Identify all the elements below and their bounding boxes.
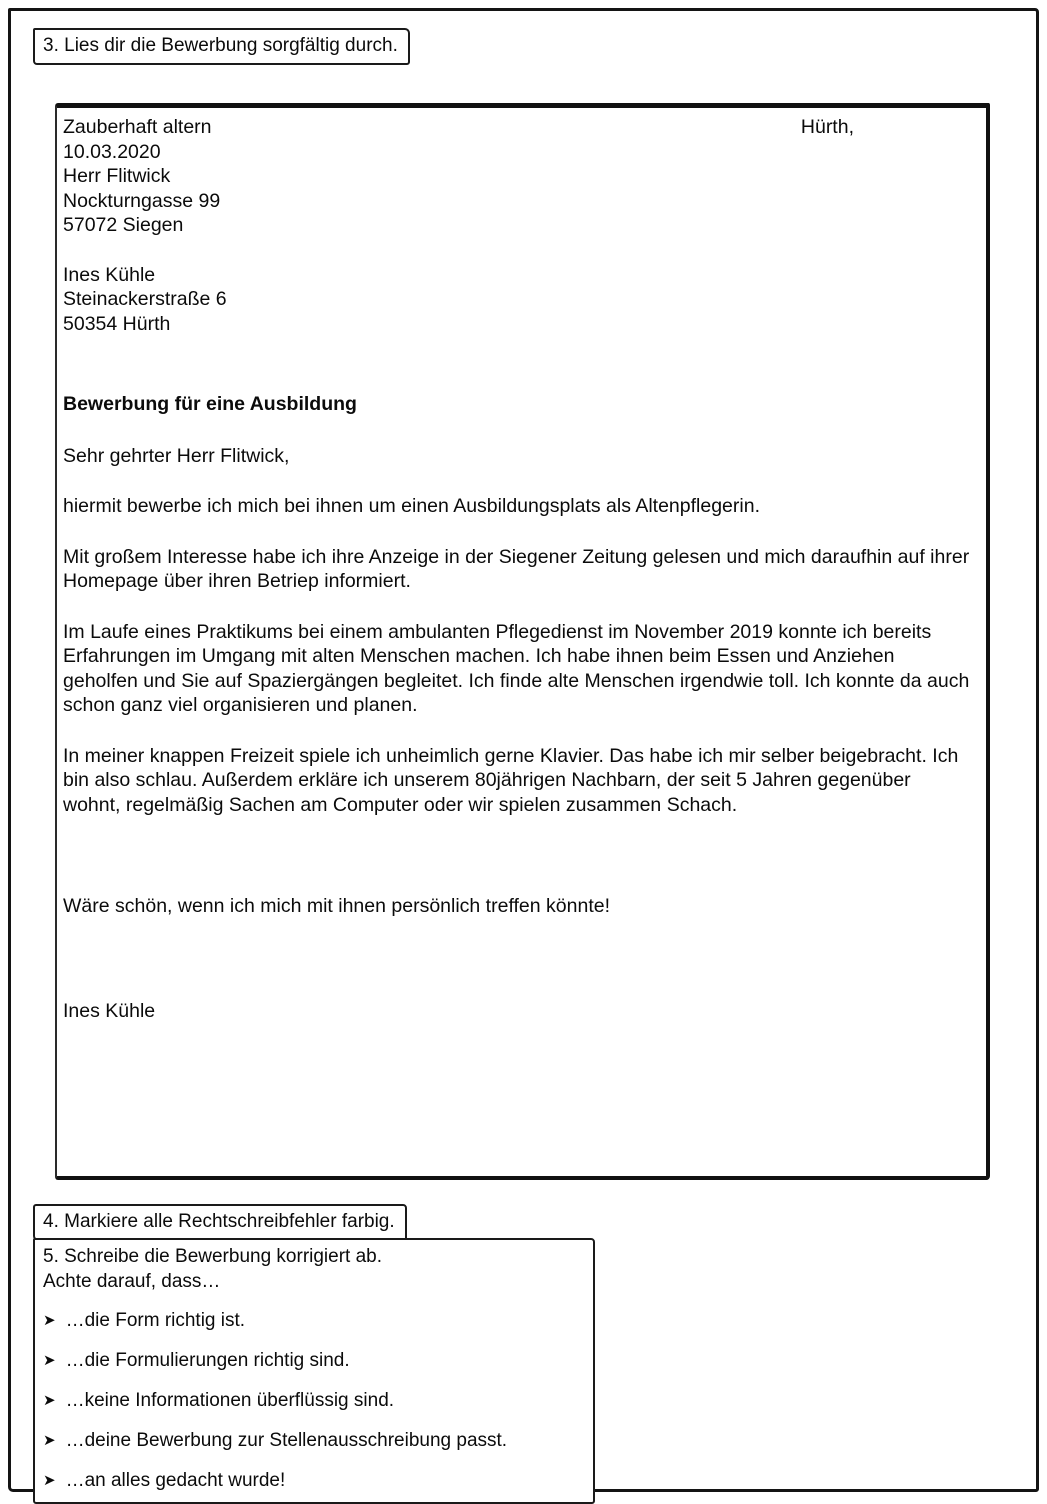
letter-paragraph-3: Im Laufe eines Praktikums bei einem ambulanten Pflegedienst im November 2019 konnte ich bereits Erfahrungen im Umgang mit alten Menschen machen. Ich habe ihnen beim Essen und Anziehen geholfen und Sie auf Spaziergängen begleitet. Ich finde alte Menschen irgendwie toll. Ich konnte da auch schon ganz viel organisieren und planen. (63, 620, 970, 716)
letter-recipient-name: Herr Flitwick (63, 165, 171, 187)
letter-closing: Wäre schön, wenn ich mich mit ihnen persönlich treffen könnte! (63, 895, 610, 917)
arrow-bullet-icon: ➤ (43, 1432, 56, 1449)
letter-place: Hürth, (800, 116, 854, 138)
bullet-text: …keine Informationen überflüssig sind. (65, 1390, 395, 1411)
bullet-text: …deine Bewerbung zur Stellenausschreibung passt. (65, 1430, 508, 1451)
letter-date: 10.03.2020 (63, 140, 161, 163)
task-4-text: 4. Markiere alle Rechtschreibfehler farbig. (43, 1211, 395, 1232)
letter-paragraph-2: Mit großem Interesse habe ich ihre Anzeige in der Siegener Zeitung gelesen und mich daraufhin auf ihrer Homepage über ihren Betriep informiert. (63, 545, 970, 592)
letter-head (63, 115, 972, 238)
task-5-subtitle: Achte darauf, dass… (43, 1271, 221, 1292)
letter-recipient-city: 57072 Siegen (63, 214, 184, 236)
list-item (43, 1388, 583, 1414)
letter-sender-block (63, 263, 972, 337)
bullet-text: …die Form richtig ist. (65, 1310, 246, 1331)
bullet-text: …an alles gedacht wurde! (65, 1470, 286, 1491)
list-item (43, 1308, 583, 1334)
arrow-bullet-icon: ➤ (43, 1352, 56, 1369)
list-item (43, 1428, 583, 1454)
sender-street: Steinackerstraße 6 (63, 288, 227, 310)
task-4-instruction (33, 1204, 407, 1241)
letter-paragraph-1: hiermit bewerbe ich mich bei ihnen um einen Ausbildungsplats als Altenpflegerin. (63, 495, 760, 517)
task-5-title: 5. Schreibe die Bewerbung korrigiert ab. (43, 1246, 383, 1267)
letter-salutation: Sehr gehrter Herr Flitwick, (63, 444, 290, 467)
letter-subject: Bewerbung für eine Ausbildung (63, 393, 357, 415)
letter-signature: Ines Kühle (63, 999, 156, 1022)
sender-name: Ines Kühle (63, 263, 156, 286)
arrow-bullet-icon: ➤ (43, 1312, 56, 1329)
letter-head-row (63, 115, 972, 140)
letter-company: Zauberhaft altern (63, 116, 212, 138)
letter-recipient-street: Nockturngasse 99 (63, 189, 221, 212)
task-3-instruction (33, 28, 410, 65)
bullet-text: …die Formulierungen richtig sind. (65, 1350, 350, 1371)
task-3-text: 3. Lies dir die Bewerbung sorgfältig durch. (43, 35, 398, 56)
arrow-bullet-icon: ➤ (43, 1392, 56, 1409)
arrow-bullet-icon: ➤ (43, 1472, 56, 1489)
sender-city: 50354 Hürth (63, 312, 171, 335)
list-item (43, 1348, 583, 1374)
letter-paragraph-4: In meiner knappen Freizeit spiele ich unheimlich gerne Klavier. Das habe ich mir selber beigebracht. Ich bin also schlau. Außerdem erkläre ich unserem 80jährigen Nachbarn, der seit 5 Jahren gegenüber wohnt, regelmäßig Sachen am Computer oder wir spielen zusammen Schach. (63, 744, 959, 816)
letter-document (55, 103, 990, 1180)
task-5-instruction (33, 1238, 595, 1504)
list-item (43, 1468, 583, 1494)
